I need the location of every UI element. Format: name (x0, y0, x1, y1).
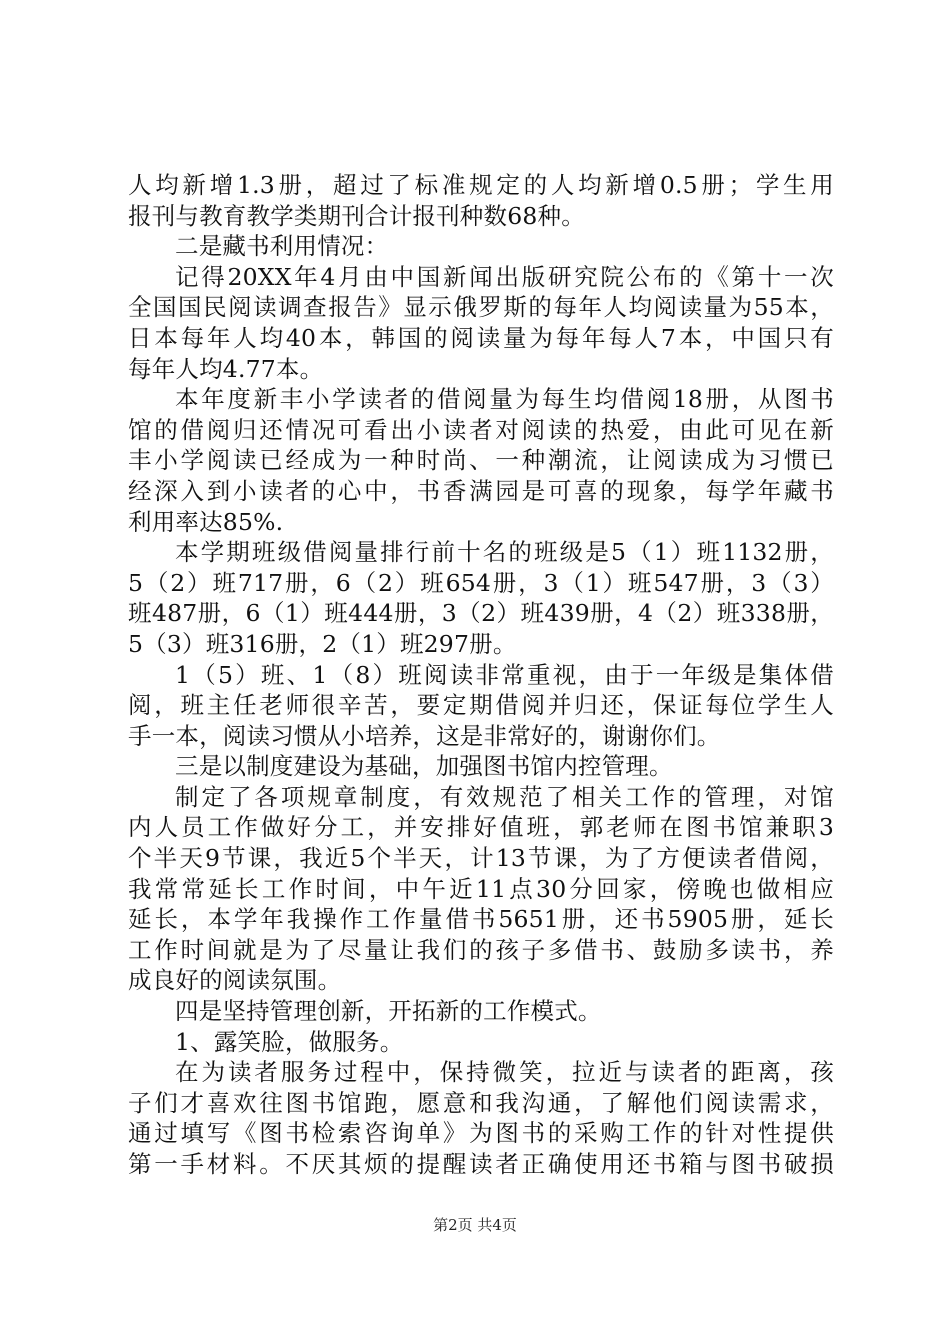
text-line: 馆的借阅归还情况可看出小读者对阅读的热爱，由此可见在新 (128, 415, 834, 444)
text-line: 手一本，阅读习惯从小培养，这是非常好的，谢谢你们。 (128, 721, 721, 750)
text-line: 二是藏书利用情况： (175, 232, 389, 261)
text-line: 班487册，6（1）班444册，3（2）班439册，4（2）班338册， (128, 599, 834, 628)
text-line: 利用率达85%. (128, 507, 284, 536)
text-line: 全国国民阅读调查报告》显示俄罗斯的每年人均阅读量为55本， (128, 293, 834, 322)
text-line: 日本每年人均40本，韩国的阅读量为每年每人7本，中国只有 (128, 323, 834, 352)
text-line: 本学期班级借阅量排行前十名的班级是5（1）班1132册， (175, 538, 834, 567)
text-line: 工作时间就是为了尽量让我们的孩子多借书、鼓励多读书，养 (128, 935, 834, 964)
text-line: 丰小学阅读已经成为一种时尚、一种潮流，让阅读成为习惯已 (128, 446, 834, 475)
text-line: 人均新增1.3册，超过了标准规定的人均新增0.5册；学生用 (128, 171, 834, 199)
text-line: 延长，本学年我操作工作量借书5651册，还书5905册，延长 (128, 905, 834, 934)
text-line: 三是以制度建设为基础，加强图书馆内控管理。 (175, 752, 673, 781)
text-line: 阅，班主任老师很辛苦，要定期借阅并归还，保证每位学生人 (128, 691, 834, 720)
text-line: 本年度新丰小学读者的借阅量为每生均借阅18册，从图书 (175, 385, 834, 414)
text-line: 内人员工作做好分工，并安排好值班，郭老师在图书馆兼职3 (128, 813, 834, 842)
document-body (128, 170, 834, 1180)
text-line: 每年人均4.77本。 (128, 354, 324, 383)
text-line: 成良好的阅读氛围。 (128, 966, 342, 995)
text-line: 四是坚持管理创新，开拓新的工作模式。 (175, 997, 602, 1026)
text-line: 子们才喜欢往图书馆跑，愿意和我沟通，了解他们阅读需求， (128, 1088, 834, 1117)
text-line: 记得20XX年4月由中国新闻出版研究院公布的《第十一次 (175, 262, 834, 291)
text-line: 1（5）班、1（8）班阅读非常重视，由于一年级是集体借 (175, 660, 834, 689)
text-line: 经深入到小读者的心中，书香满园是可喜的现象，每学年藏书 (128, 476, 834, 505)
text-line: 5（2）班717册，6（2）班654册，3（1）班547册，3（3） (128, 568, 834, 597)
text-line: 报刊与教育教学类期刊合计报刊种数68种。 (128, 201, 585, 230)
text-line: 我常常延长工作时间，中午近11点30分回家，傍晚也做相应 (128, 874, 834, 903)
text-line: 1、露笑脸，做服务。 (175, 1027, 404, 1056)
page-number-footer: 第2页 共4页 (433, 1216, 517, 1234)
text-line: 制定了各项规章制度，有效规范了相关工作的管理，对馆 (175, 782, 834, 811)
text-line: 通过填写《图书检索咨询单》为图书的采购工作的针对性提供 (128, 1119, 834, 1148)
text-line: 个半天9节课，我近5个半天，计13节课，为了方便读者借阅， (128, 844, 834, 873)
text-line: 第一手材料。不厌其烦的提醒读者正确使用还书箱与图书破损 (128, 1150, 834, 1178)
text-line: 在为读者服务过程中，保持微笑，拉近与读者的距离，孩 (175, 1058, 834, 1087)
text-line: 5（3）班316册，2（1）班297册。 (128, 629, 517, 658)
